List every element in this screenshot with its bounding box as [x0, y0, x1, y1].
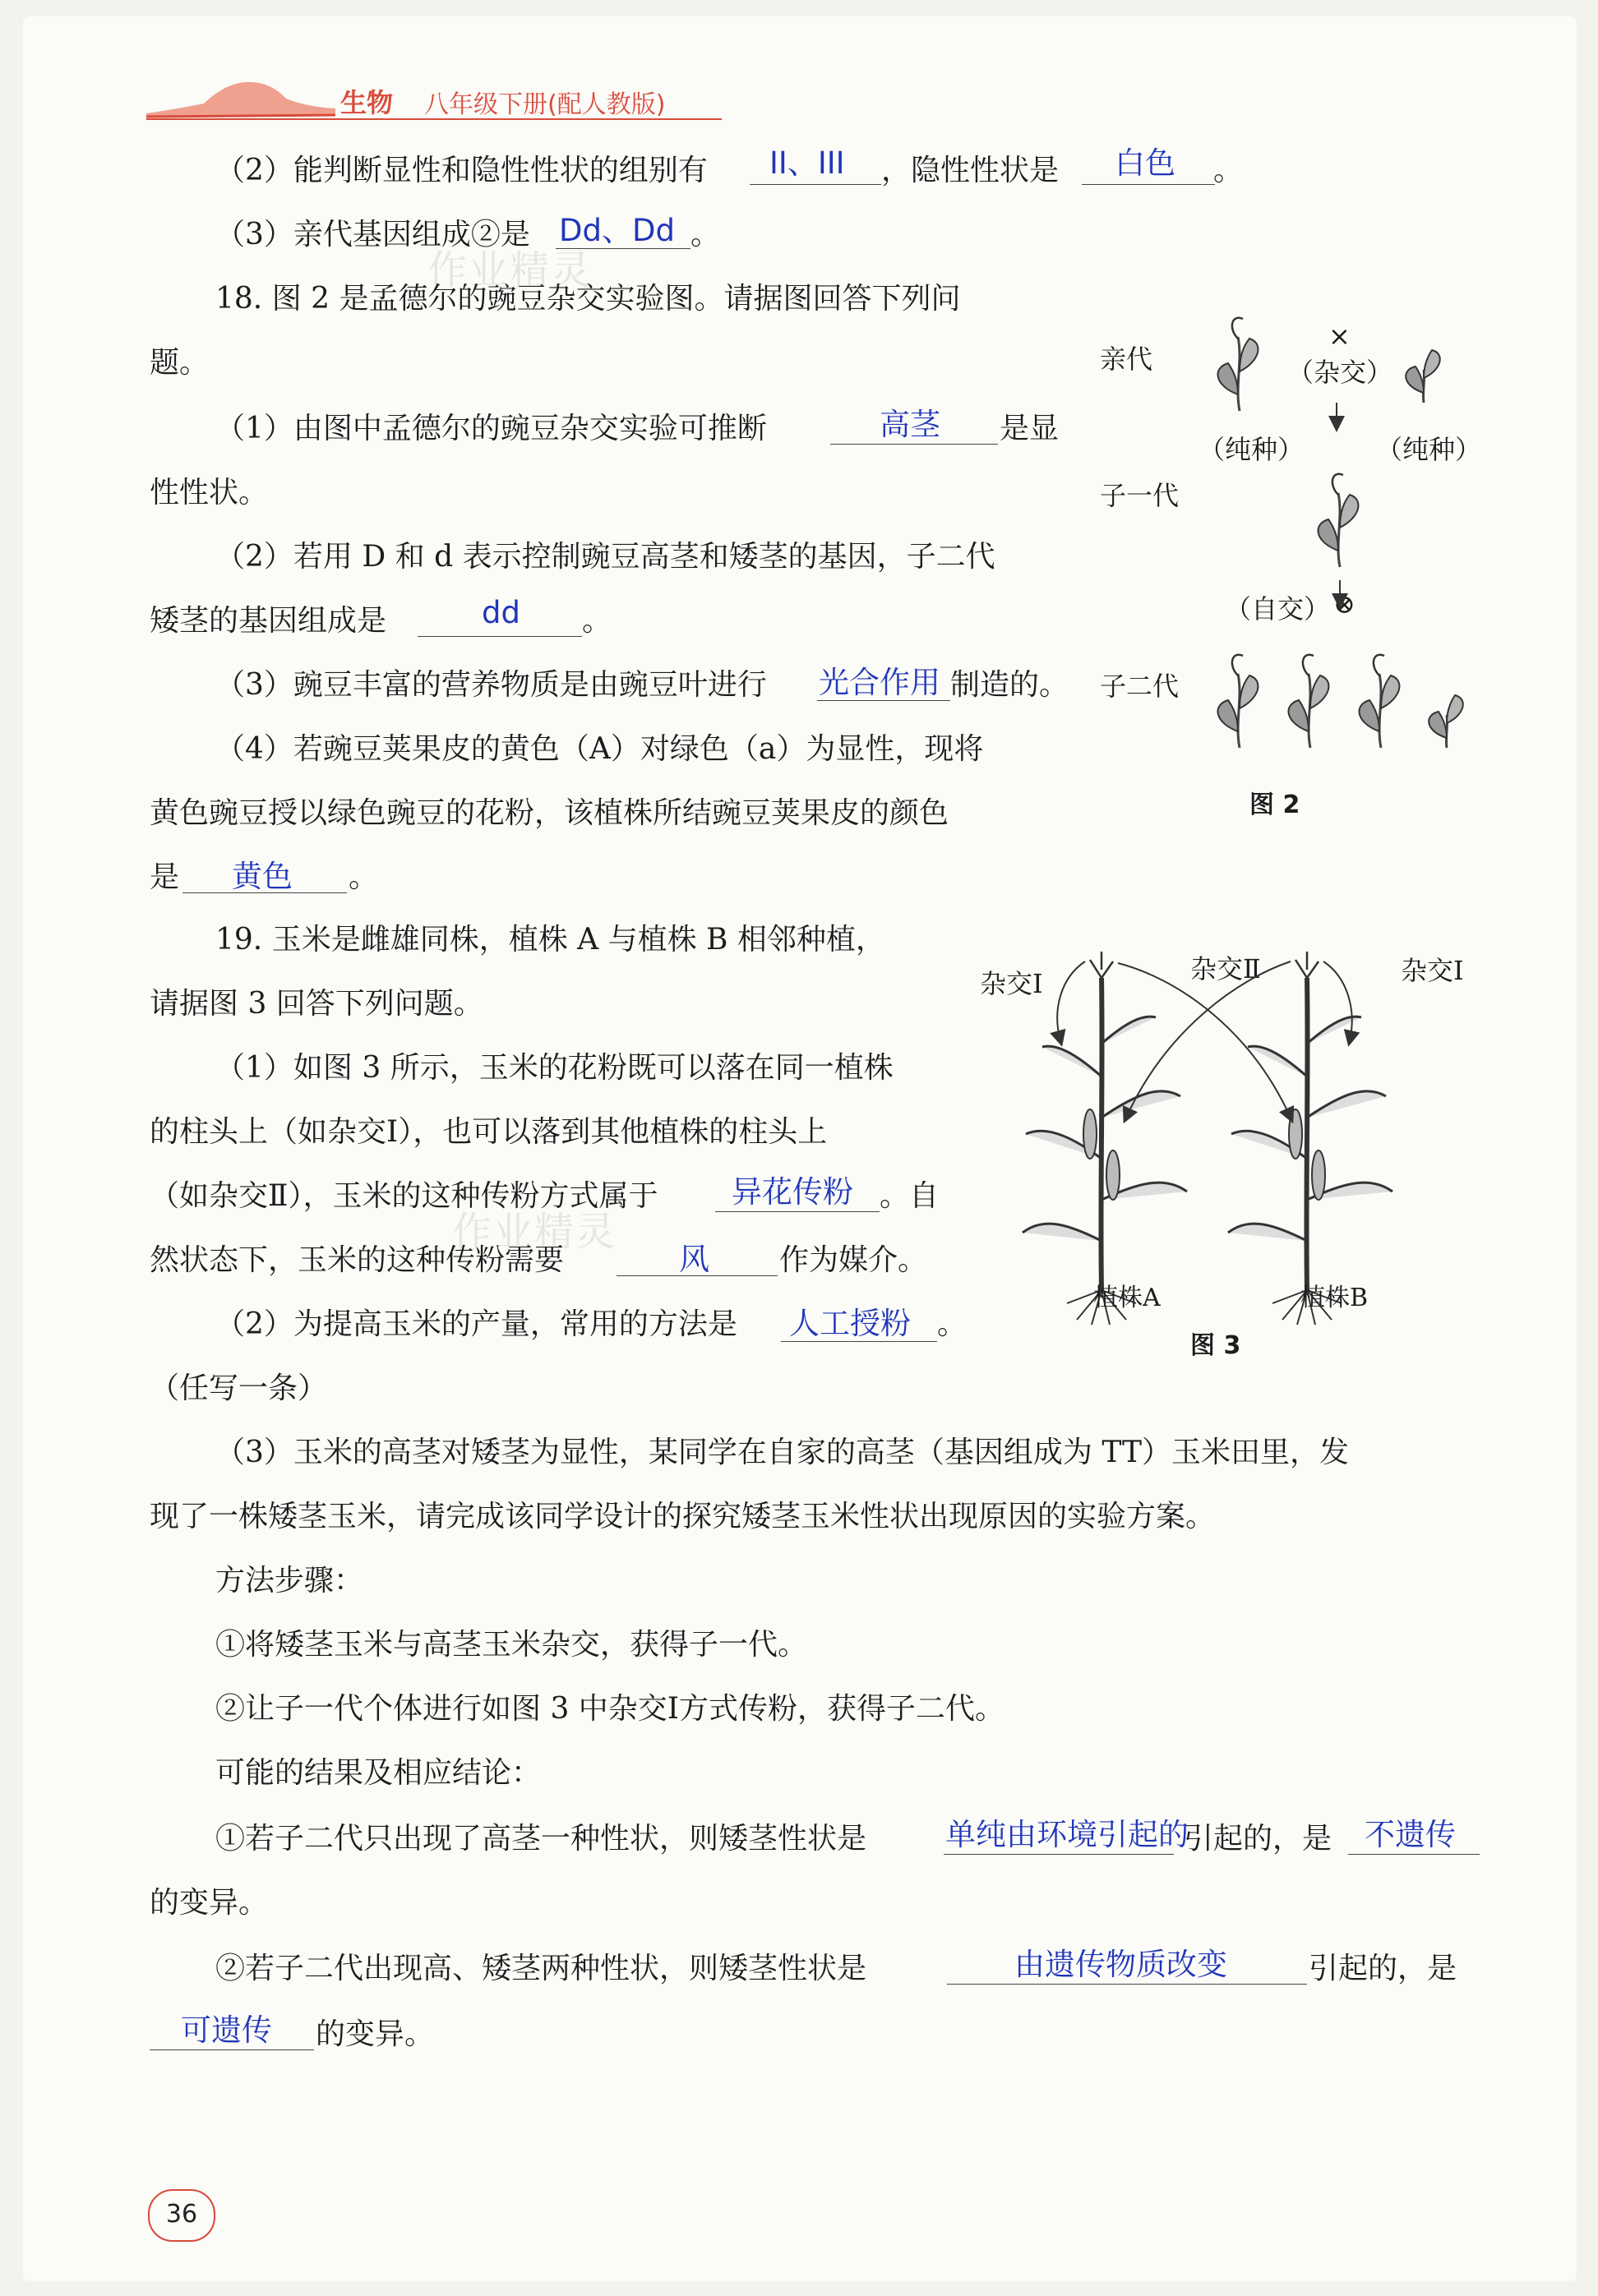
q19-1-text-b: 的柱头上（如杂交Ⅰ），也可以落到其他植株的柱头上	[150, 1115, 828, 1149]
q19-intro-1: 19. 玉米是雌雄同株，植株 A 与植株 B 相邻种植，	[215, 923, 885, 957]
fig3-cross1-right-label: 杂交Ⅰ	[1401, 955, 1464, 986]
fig2-f2-plant-4	[1429, 695, 1463, 748]
fig2-f2-label: 子二代	[1100, 671, 1180, 702]
watermark-1: 作业精灵	[427, 247, 593, 293]
q17-3-text-a: （3）亲代基因组成②是	[215, 218, 530, 251]
answer-q19-pollination: 异花传粉	[732, 1174, 853, 1210]
fig3-corn-plants-drawing	[978, 929, 1504, 1356]
answer-q17-genotype: Dd、Dd	[559, 213, 675, 248]
result-1-text-a: ①若子二代只出现了高茎一种性状，则矮茎性状是	[215, 1822, 867, 1856]
fig2-parent-short-plant	[1406, 350, 1440, 403]
q18-1-text-c: 性性状。	[150, 476, 269, 509]
q17-2-blank-1	[750, 184, 881, 185]
result-1-text-b: 引起的，是	[1184, 1822, 1332, 1856]
answer-q19-method: 人工授粉	[789, 1306, 911, 1341]
q19-1-text-d: 。自	[880, 1179, 940, 1213]
fig3-caption: 图 3	[1190, 1331, 1241, 1360]
q19-2-text-b: 。	[937, 1307, 968, 1341]
q18-2-blank	[418, 636, 582, 637]
header-rule	[146, 118, 722, 120]
fig2-pure-right: （纯种）	[1376, 434, 1482, 465]
steps-title: 方法步骤：	[215, 1564, 364, 1598]
fig2-f1-plant	[1319, 474, 1359, 567]
q19-1-text-a: （1）如图 3 所示，玉米的花粉既可以落在同一植株	[215, 1051, 894, 1085]
fig3-cross1-left-label: 杂交Ⅰ	[980, 968, 1043, 999]
q18-intro-1: 18. 图 2 是孟德尔的豌豆杂交实验图。请据图回答下列问	[215, 282, 961, 316]
answer-q17-groups: II、III	[769, 145, 845, 181]
q18-4-text-d: 。	[349, 860, 379, 894]
q18-4-text-c: 是	[150, 860, 180, 894]
fig3-plant-b-label: 植株B	[1300, 1284, 1369, 1312]
fig2-parent-tall-plant	[1218, 318, 1259, 411]
q17-3-text-b: 。	[690, 218, 721, 251]
fig2-parent-label: 亲代	[1100, 343, 1153, 375]
header-book-title: 八年级下册(配人教版)	[424, 90, 666, 119]
figure-3-corn-cross	[978, 929, 1504, 1364]
answer-q18-color: 黄色	[232, 859, 293, 894]
q17-2-text-b: ，隐性性状是	[881, 154, 1060, 187]
fig2-pea-plants-drawing	[1093, 279, 1504, 822]
q17-2-text-c: 。	[1213, 154, 1244, 187]
q19-1-blank-1	[715, 1211, 880, 1212]
q18-1-text-b: 是显	[1000, 412, 1060, 445]
q18-4-text-b: 黄色豌豆授以绿色豌豆的花粉，该植株所结豌豆荚果皮的颜色	[150, 796, 949, 830]
answer-res1-type: 不遗传	[1365, 1817, 1456, 1852]
q18-3-text-b: 制造的。	[950, 668, 1069, 702]
q19-3-text-b: 现了一株矮茎玉米，请完成该同学设计的探究矮茎玉米性状出现原因的实验方案。	[150, 1500, 1216, 1533]
q19-3-text-a: （3）玉米的高茎对矮茎为显性，某同学在自家的高茎（基因组成为 TT）玉米田里，发	[215, 1436, 1350, 1469]
q18-3-text-a: （3）豌豆丰富的营养物质是由豌豆叶进行	[215, 668, 767, 702]
answer-res2-cause: 由遗传物质改变	[1014, 1947, 1227, 1982]
answer-q18-short-genotype: dd	[482, 595, 520, 630]
fig2-self-symbol: ⊗	[1333, 588, 1356, 620]
q18-1-text-a: （1）由图中孟德尔的豌豆杂交实验可推断	[215, 412, 767, 445]
figure-2-pea-cross	[1093, 279, 1504, 822]
fig3-corn-plant-b	[1228, 952, 1392, 1325]
fig3-plant-a-label: 植株A	[1093, 1284, 1161, 1312]
fig2-caption: 图 2	[1249, 791, 1300, 819]
result-2-blank-1	[947, 1984, 1307, 1985]
fig2-f2-plant-2	[1289, 655, 1329, 748]
page-header	[146, 76, 722, 125]
q19-1-text-c: （如杂交Ⅱ），玉米的这种传粉方式属于	[150, 1179, 658, 1213]
fig3-arrow-cross1-left	[1057, 961, 1085, 1040]
fig2-f1-label: 子一代	[1100, 480, 1180, 511]
answer-res1-cause: 单纯由环境引起的	[945, 1817, 1189, 1852]
fig3-corn-plant-a	[1023, 952, 1187, 1325]
header-mountain-icon	[146, 76, 335, 125]
fig2-f2-plant-1	[1218, 655, 1259, 748]
result-1-text-c: 的变异。	[150, 1886, 269, 1920]
results-title: 可能的结果及相应结论：	[215, 1756, 542, 1790]
fig2-selfing-label: （自交）	[1225, 593, 1331, 625]
q19-2-text-a: （2）为提高玉米的产量，常用的方法是	[215, 1307, 737, 1341]
step-1: ①将矮茎玉米与高茎玉米杂交，获得子一代。	[215, 1628, 808, 1662]
q18-intro-2: 题。	[150, 346, 210, 380]
q17-2-blank-2	[1082, 184, 1215, 185]
result-1-blank-1	[944, 1854, 1174, 1855]
q17-2-text-a: （2）能判断显性和隐性性状的组别有	[215, 154, 708, 187]
watermark-2: 作业精灵	[452, 1209, 617, 1255]
header-subject: 生物	[340, 87, 394, 118]
fig2-cross-symbol: ×	[1328, 320, 1351, 352]
result-1-blank-2	[1348, 1854, 1480, 1855]
fig2-pure-left: （纯种）	[1198, 434, 1305, 465]
result-2-text-b: 引起的，是	[1309, 1952, 1457, 1985]
answer-q18-dominant: 高茎	[880, 407, 940, 442]
answer-res2-type: 可遗传	[181, 2012, 272, 2048]
q18-2-text-b: 矮茎的基因组成是	[150, 604, 387, 638]
fig2-cross-label: （杂交）	[1287, 357, 1393, 388]
q19-2-text-c: （任写一条）	[150, 1372, 328, 1405]
page-number: 36	[148, 2189, 215, 2242]
q18-4-text-a: （4）若豌豆荚果皮的黄色（A）对绿色（a）为显性，现将	[215, 732, 984, 766]
fig2-f2-plant-3	[1360, 655, 1400, 748]
answer-q19-medium: 风	[679, 1242, 709, 1277]
result-2-blank-2	[150, 2049, 314, 2050]
q19-intro-2: 请据图 3 回答下列问题。	[150, 987, 483, 1021]
q19-1-text-e: 然状态下，玉米的这种传粉需要	[150, 1243, 565, 1277]
q19-1-text-f: 作为媒介。	[779, 1243, 928, 1277]
q18-2-text-c: 。	[582, 604, 612, 638]
answer-q18-process: 光合作用	[819, 665, 940, 700]
fig3-cross2-label: 杂交Ⅱ	[1190, 953, 1261, 984]
q18-2-text-a: （2）若用 D 和 d 表示控制豌豆高茎和矮茎的基因，子二代	[215, 540, 995, 574]
result-2-text-a: ②若子二代出现高、矮茎两种性状，则矮茎性状是	[215, 1952, 867, 1985]
answer-q17-recessive: 白色	[1115, 145, 1175, 181]
step-2: ②让子一代个体进行如图 3 中杂交Ⅰ方式传粉，获得子二代。	[215, 1692, 1005, 1726]
result-2-text-c: 的变异。	[316, 2017, 435, 2051]
q18-1-blank	[830, 444, 998, 445]
